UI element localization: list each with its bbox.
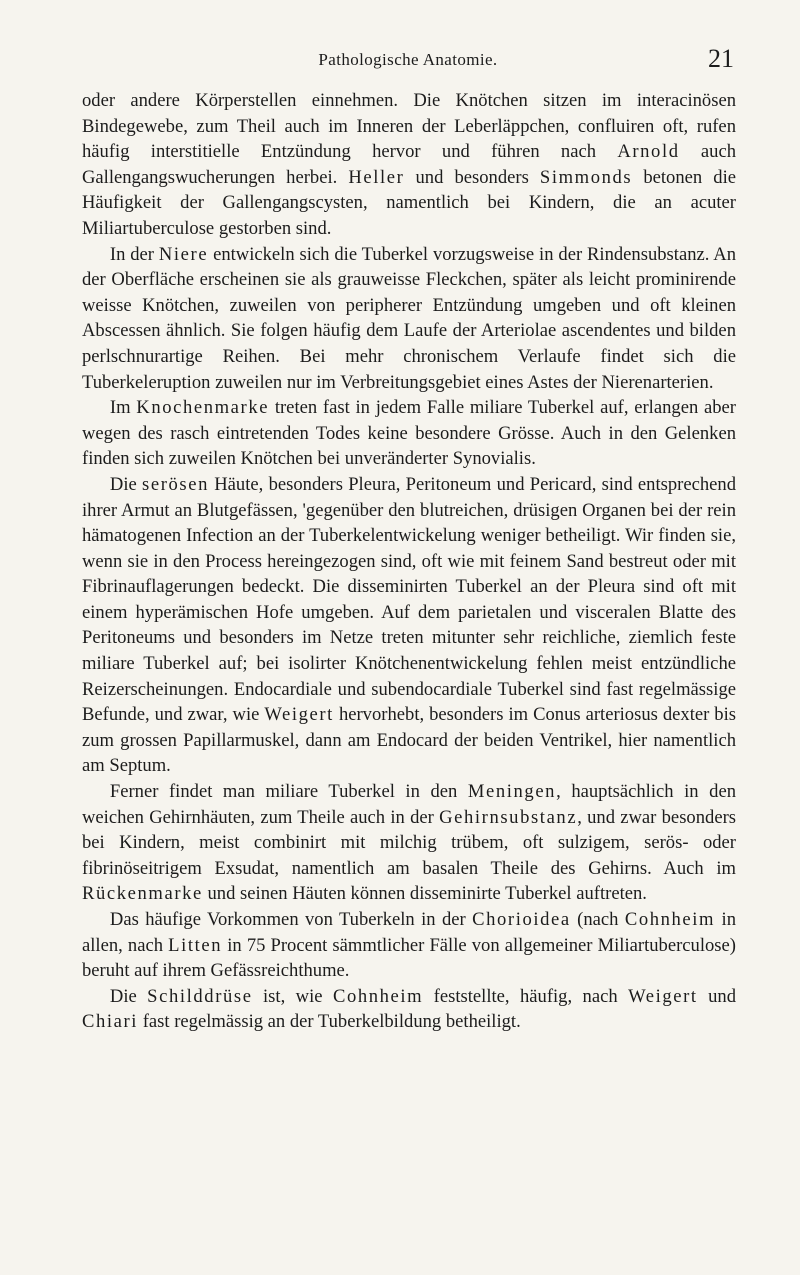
text-run: feststellte, häufig, nach <box>423 985 629 1007</box>
text-run: Das häufige Vorkommen von Tuberkeln in der <box>109 909 473 930</box>
spaced-term: Schilddrüse <box>147 985 253 1007</box>
text-run: In der <box>109 243 159 265</box>
paragraph <box>82 242 736 396</box>
spaced-term: Weigert <box>628 985 698 1007</box>
text-run: Die <box>109 473 143 495</box>
text-run: entwickeln sich die Tuberkel vorzugsweise in der Rindensubstanz. An der Oberfläche erscheinen sie als grauweisse Fleckchen, später als leicht prominirende weisse Knötchen, zuweilen von peripherer Entzündung umgeben und oft kleinen Abscessen ähnlich. Sie folgen häufig dem Laufe der Arteriolae ascendentes und bilden perlschnurartige Reihen. Bei mehr chronischem Verlaufe findet sich die Tuberkeleruption zuweilen nur im Verbreitungsgebiet eines Astes der Nierenarterien. <box>82 243 736 393</box>
page-number: 21 <box>708 44 734 73</box>
paragraph <box>82 88 736 242</box>
spaced-term: Litten <box>168 934 223 956</box>
spaced-term: Knochenmarke <box>136 397 270 419</box>
text-run: und <box>697 985 737 1007</box>
text-run: in 75 Procent sämmtlicher Fälle von allgemeiner Miliartuberculose) beruht auf ihrem Gefässreichthume. <box>82 934 736 982</box>
spaced-term: Simmonds <box>539 166 633 188</box>
text-run: (nach <box>570 909 625 930</box>
paragraph <box>82 779 736 907</box>
spaced-term: Cohnheim <box>624 909 716 930</box>
spaced-term: Arnold <box>617 141 680 163</box>
body-text <box>82 88 736 1035</box>
spaced-term: Heller <box>348 166 405 188</box>
page-header <box>82 44 734 78</box>
text-run: Die <box>109 985 148 1007</box>
text-run: und seinen Häuten können disseminirte Tuberkel auftreten. <box>202 883 647 905</box>
spaced-term: serösen <box>142 473 209 495</box>
spaced-term: Niere <box>158 243 209 265</box>
spaced-term: Chiari <box>82 1011 139 1033</box>
spaced-term: Rückenmarke <box>82 883 203 905</box>
spaced-term: Cohnheim <box>332 985 424 1007</box>
text-run: , hauptsächlich in den weichen Gehirnhäuten, zum Theile auch in der <box>82 781 736 828</box>
paragraph <box>82 984 736 1035</box>
paragraph <box>82 395 736 472</box>
paragraph <box>82 472 736 779</box>
running-title: Pathologische Anatomie. <box>318 50 498 69</box>
spaced-term: Weigert <box>264 704 334 726</box>
spaced-term: Chorioidea <box>472 909 571 930</box>
spaced-term: Gehirnsubstanz <box>439 806 578 828</box>
text-run: in allen, nach <box>82 909 736 956</box>
text-run: treten fast in jedem Falle miliare Tuberkel auf, erlangen aber wegen des rasch eintretenden Todes keine besondere Grösse. Auch in den Gelenken finden sich zuweilen Knötchen bei unveränderter Synovialis. <box>82 397 736 470</box>
text-run: betonen die Häufigkeit der Gallengangscysten, namentlich bei Kindern, die an acuter Miliartuberculose gestorben sind. <box>82 166 736 239</box>
text-run: auch Gallengangswucherungen herbei. <box>82 141 737 188</box>
text-run: fast regelmässig an der Tuberkelbildung betheiligt. <box>138 1011 521 1033</box>
text-run: ist, wie <box>252 985 333 1007</box>
text-run: , und zwar besonders bei Kindern, meist combinirt mit milchig trübem, oft sulzigem, serös- oder fibrinöseitrigem Exsudat, namentlich am basalen Theile des Gehirns. Auch im <box>82 806 736 879</box>
text-run: hervorhebt, besonders im Conus arteriosus dexter bis zum grossen Papillarmuskel, dann am Endocard der beiden Ventrikel, hier namentlich am Septum. <box>82 704 737 777</box>
spaced-term: Meningen <box>467 781 557 803</box>
text-run: oder andere Körperstellen einnehmen. Die Knötchen sitzen im interacinösen Bindegewebe, zum Theil auch im Inneren der Leberläppchen, confluiren oft, rufen häufig interstitielle Entzündung hervor und führen nach <box>82 90 736 163</box>
text-run: und besonders <box>404 166 540 188</box>
paragraph <box>82 907 736 984</box>
text-run: Im <box>109 397 137 419</box>
text-run: Häute, besonders Pleura, Peritoneum und Pericard, sind entsprechend ihrer Armut an Blutgefässen, 'gegenüber den blutreichen, drüsigen Organen bei der rein hämatogenen Infection an der Tuberkelentwickelung weniger betheiligt. Wir finden sie, wenn sie in den Process hereingezogen sind, oft wie mit feinem Sand bestreut oder mit Fibrinauflagerungen bedeckt. Die disseminirten Tuberkel an der Pleura sind oft mit einem hyperämischen Hofe umgeben. Auf dem parietalen und visceralen Blatte des Peritoneums und besonders im Netze treten mitunter sehr reichliche, ziemlich feste miliare Tuberkel auf; bei isolirter Knötchenentwickelung fehlen meist entzündliche Reizerscheinungen. Endocardiale und subendocardiale Tuberkel sind fast regelmässige Befunde, und zwar, wie <box>82 473 736 726</box>
text-run: Ferner findet man miliare Tuberkel in den <box>109 781 468 803</box>
